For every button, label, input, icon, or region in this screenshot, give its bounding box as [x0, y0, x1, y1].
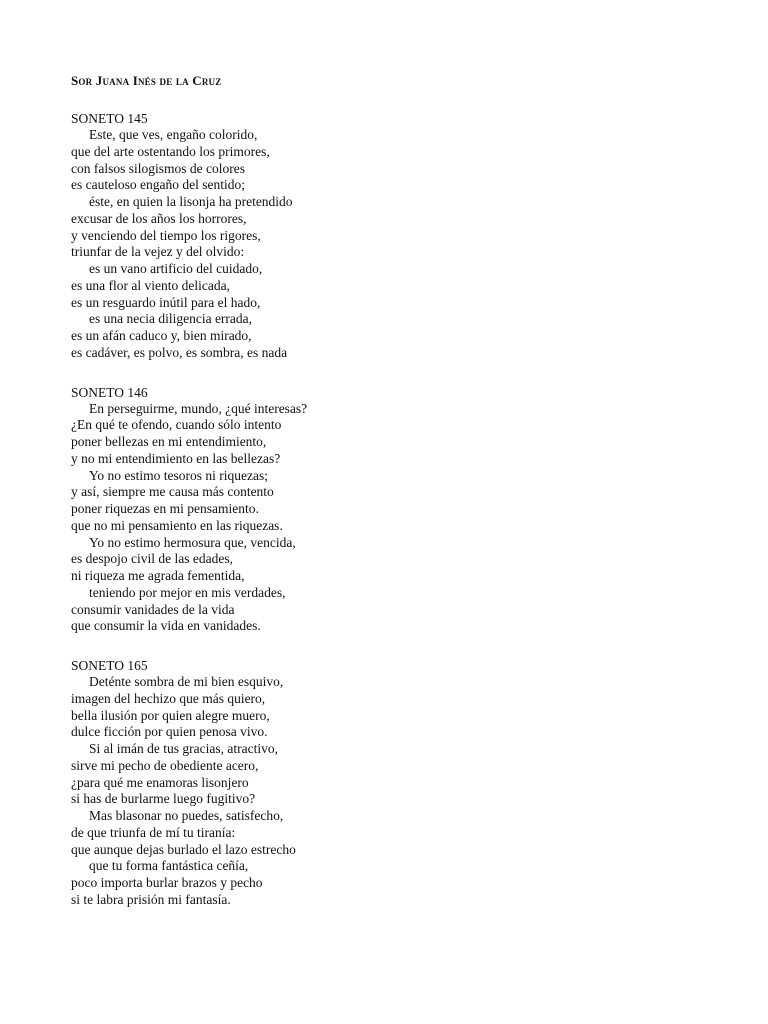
verse-line: que consumir la vida en vanidades. [71, 618, 261, 634]
verse-line: es un resguardo inútil para el hado, [71, 294, 261, 310]
verse-line: Yo no estimo tesoros ni riquezas; [89, 467, 268, 483]
verse-line: si te labra prisión mi fantasía. [71, 891, 231, 907]
author-heading: Sor Juana Inés de la Cruz [71, 73, 222, 88]
verse-line: y así, siempre me causa más contento [71, 484, 274, 500]
sonnet-146 [71, 384, 711, 636]
verse-line: Si al imán de tus gracias, atractivo, [89, 741, 278, 756]
verse-line: que aunque dejas burlado el lazo estrecho [71, 841, 296, 857]
verse-line: que tu forma fantástica ceñía, [89, 858, 249, 874]
verse-line: y no mi entendimiento en las bellezas? [71, 450, 281, 466]
sonnet-title: SONETO 146 [71, 384, 148, 400]
verse-line: que del arte ostentando los primores, [71, 143, 270, 159]
verse-line: de que triunfa de mí tu tiranía: [71, 824, 236, 840]
verse-line: poner riquezas en mi pensamiento. [71, 501, 259, 516]
sonnet-145 [71, 110, 711, 362]
verse-line: poner bellezas en mi entendimiento, [71, 434, 267, 449]
verse-line: es despojo civil de las edades, [71, 551, 233, 567]
verse-line: es cadáver, es polvo, es sombra, es nada [71, 344, 288, 360]
verse-line: consumir vanidades de la vida [71, 601, 235, 617]
verse-line: Este, que ves, engaño colorido, [89, 127, 258, 142]
verse-line: Mas blasonar no puedes, satisfecho, [89, 808, 284, 823]
verse-line: Deténte sombra de mi bien esquivo, [89, 674, 284, 689]
verse-line: imagen del hechizo que más quiero, [71, 690, 266, 706]
verse-line: En perseguirme, mundo, ¿qué interesas? [89, 400, 308, 416]
verse-line: Yo no estimo hermosura que, vencida, [89, 534, 296, 550]
verse-line: es cauteloso engaño del sentido; [71, 177, 245, 193]
verse-line: teniendo por mejor en mis verdades, [89, 584, 286, 600]
verse-line: triunfar de la vejez y del olvido: [71, 244, 245, 260]
verse-line: dulce ficción por quien penosa vivo. [71, 724, 268, 740]
verse-line: es un vano artificio del cuidado, [89, 261, 263, 276]
verse-line: poco importa burlar brazos y pecho [71, 875, 263, 890]
verse-line: excusar de los años los horrores, [71, 210, 247, 226]
verse-line: bella ilusión por quien alegre muero, [71, 707, 270, 723]
verse-line: ¿para qué me enamoras lisonjero [71, 774, 249, 790]
verse-line: ni riqueza me agrada fementida, [71, 568, 245, 583]
verse-line: que no mi pensamiento en las riquezas. [71, 517, 283, 533]
document-page [71, 72, 711, 931]
verse-line: éste, en quien la lisonja ha pretendido [89, 194, 293, 209]
verse-line: es una necia diligencia errada, [89, 311, 253, 327]
sonnet-title: SONETO 145 [71, 111, 148, 126]
verse-line: ¿En qué te ofendo, cuando sólo intento [71, 417, 282, 433]
sonnet-165 [71, 657, 711, 909]
verse-line: sirve mi pecho de obediente acero, [71, 757, 259, 773]
sonnet-title: SONETO 165 [71, 658, 148, 673]
verse-line: si has de burlarme luego fugitivo? [71, 791, 256, 807]
verse-line: con falsos silogismos de colores [71, 160, 245, 176]
verse-line: es una flor al viento delicada, [71, 277, 230, 293]
verse-line: y venciendo del tiempo los rigores, [71, 227, 261, 243]
verse-line: es un afán caduco y, bien mirado, [71, 328, 252, 343]
